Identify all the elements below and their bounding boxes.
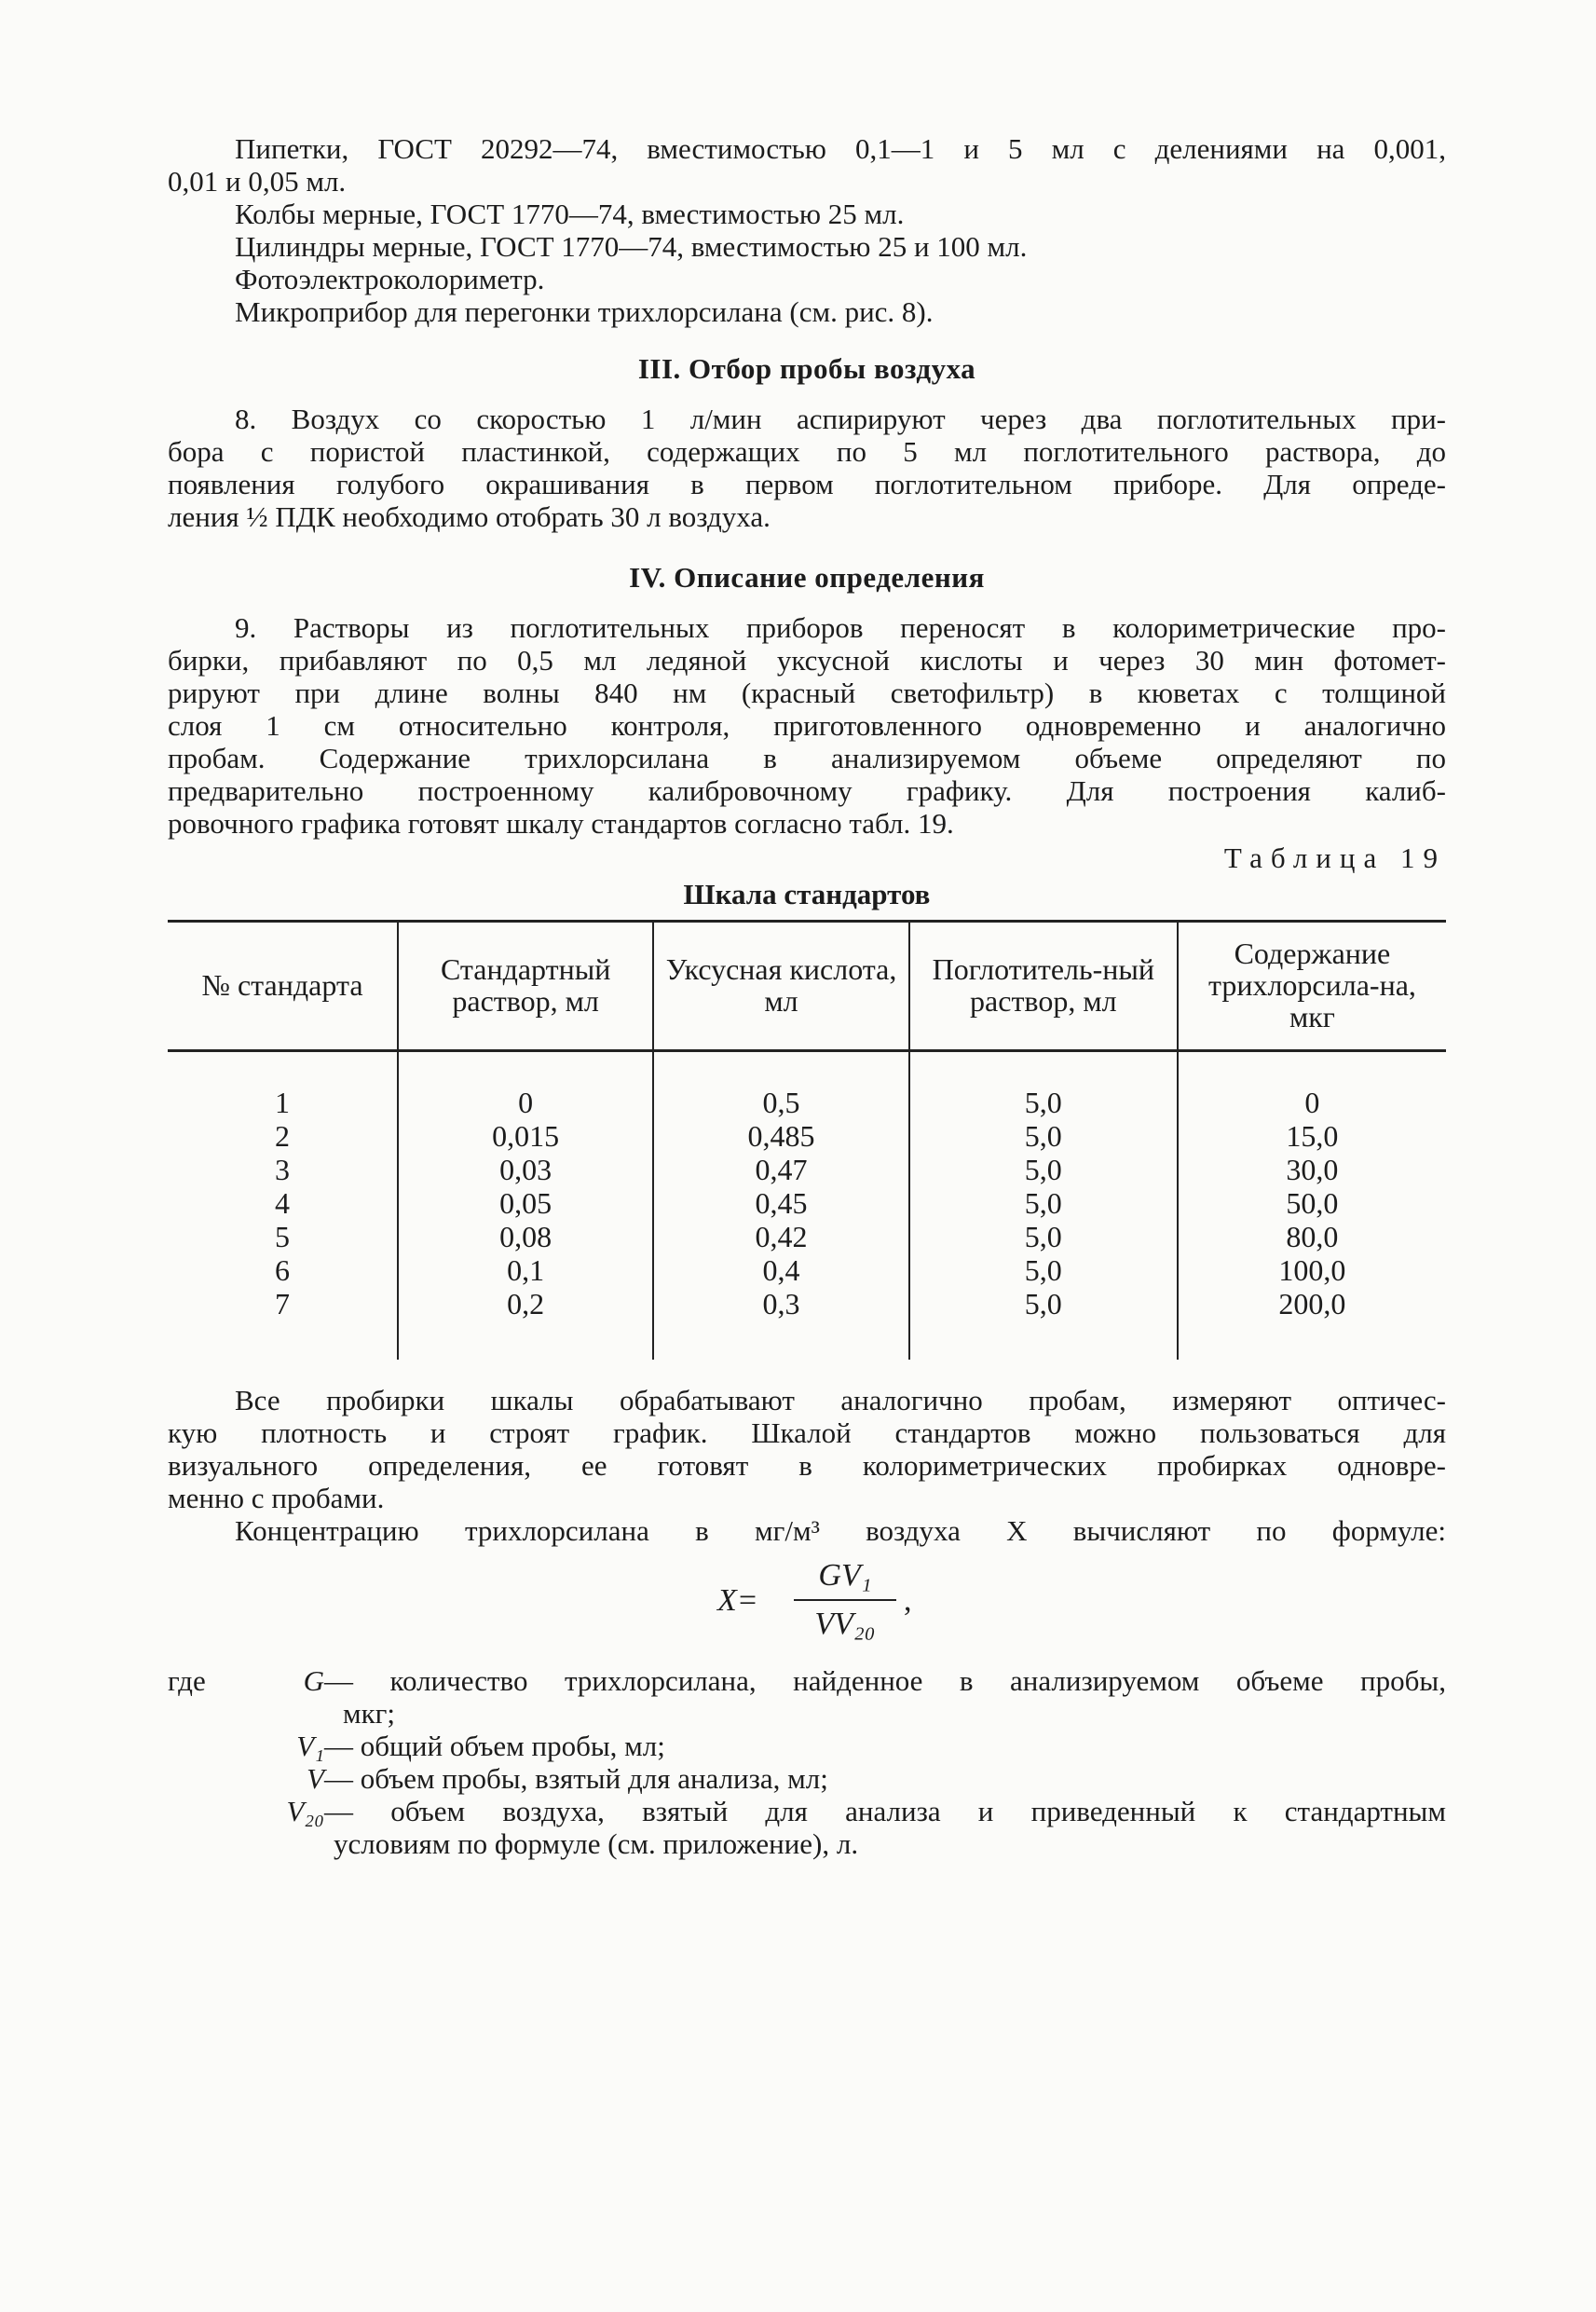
table-row <box>168 1220 1446 1253</box>
table-cell: 0,1 <box>398 1253 653 1287</box>
table-cell: 0 <box>398 1051 653 1120</box>
equipment-item: Микроприбор для перегонки трихлорсилана (см. рис. 8). <box>235 295 934 328</box>
definition-text: — общий объем пробы, мл; <box>324 1730 665 1762</box>
table-row <box>168 1287 1446 1360</box>
table-cell: 15,0 <box>1178 1119 1446 1153</box>
table-cell: 0,015 <box>398 1119 653 1153</box>
table-cell: 80,0 <box>1178 1220 1446 1253</box>
paragraph-line: кую плотность и строят график. Шкалой стандартов можно пользоваться для <box>168 1416 1446 1449</box>
definition-text: — количество трихлорсилана, найденное в анализируемом объеме пробы, <box>324 1664 1446 1697</box>
table-cell: 200,0 <box>1178 1287 1446 1360</box>
paragraph-procedure <box>168 611 1446 840</box>
table-cell: 5,0 <box>909 1051 1178 1120</box>
table-cell: 0,45 <box>653 1186 908 1220</box>
table-cell: 0 <box>1178 1051 1446 1120</box>
table-cell: 5,0 <box>909 1253 1178 1287</box>
table-cell: 0,4 <box>653 1253 908 1287</box>
definition-item <box>168 1827 1446 1860</box>
paragraph-after-table <box>168 1384 1446 1514</box>
table-cell: 0,08 <box>398 1220 653 1253</box>
definitions-list <box>168 1664 1446 1860</box>
table-cell: 0,2 <box>398 1287 653 1360</box>
paragraph-line: менно с пробами. <box>168 1482 385 1514</box>
table-cell: 5,0 <box>909 1220 1178 1253</box>
formula-comma: , <box>904 1583 912 1618</box>
definition-text: — объем воздуха, взятый для анализа и приведенный к стандартным <box>324 1795 1446 1827</box>
paragraph-line: рируют при длине волны 840 нм (красный светофильтр) в кюветах с толщиной <box>168 677 1446 709</box>
definition-item <box>168 1664 1446 1697</box>
paragraph-line: 9. Растворы из поглотительных приборов переносят в колориметрические про- <box>235 611 1446 644</box>
definition-symbol: V₁ <box>296 1730 324 1762</box>
section-heading-procedure: IV. Описание определения <box>629 561 985 594</box>
table-cell: 30,0 <box>1178 1153 1446 1186</box>
equipment-item: Пипетки, ГОСТ 20292—74, вместимостью 0,1—1 и 5 мл с делениями на 0,001, <box>235 132 1446 165</box>
definition-text: — объем пробы, взятый для анализа, мл; <box>324 1762 828 1795</box>
definition-item <box>168 1730 1446 1762</box>
paragraph-line: слоя 1 см относительно контроля, приготовленного одновременно и аналогично <box>168 709 1446 742</box>
table-cell: 0,47 <box>653 1153 908 1186</box>
table-cell: 5,0 <box>909 1287 1178 1360</box>
paragraph-sampling <box>168 403 1446 533</box>
table-cell: 5,0 <box>909 1153 1178 1186</box>
table-cell: 100,0 <box>1178 1253 1446 1287</box>
equipment-list <box>168 132 1446 328</box>
table-header-cell: Поглотитель-ный раствор, мл <box>909 922 1178 1051</box>
table-cell: 3 <box>274 1153 290 1186</box>
paragraph-line: Все пробирки шкалы обрабатывают аналогично пробам, измеряют оптичес- <box>235 1384 1446 1416</box>
definition-item <box>168 1762 1446 1795</box>
definition-symbol: V₂₀ <box>286 1795 324 1827</box>
definition-item <box>168 1697 1446 1730</box>
formula-numerator: GV₁ <box>818 1558 872 1593</box>
table-cell: 0,05 <box>398 1186 653 1220</box>
table-cell: 50,0 <box>1178 1186 1446 1220</box>
table-cell: 5,0 <box>909 1119 1178 1153</box>
definition-symbol: V <box>307 1762 324 1795</box>
table-cell: 2 <box>274 1119 290 1153</box>
definition-symbol: G <box>303 1664 324 1697</box>
paragraph-line: пробам. Содержание трихлорсилана в анализируемом объеме определяют по <box>168 742 1446 774</box>
table-cell: 5,0 <box>909 1186 1178 1220</box>
equipment-item: Цилиндры мерные, ГОСТ 1770—74, вместимостью 25 и 100 мл. <box>235 230 1028 263</box>
section-heading-sampling: III. Отбор пробы воздуха <box>637 352 976 385</box>
paragraph-line: 8. Воздух со скоростью 1 л/мин аспирируют через два поглотительных при- <box>235 403 1446 435</box>
table-row <box>168 1186 1446 1220</box>
table-row <box>168 1051 1446 1120</box>
formula-denominator: VV₂₀ <box>814 1607 876 1641</box>
equipment-item: 0,01 и 0,05 мл. <box>168 165 347 198</box>
paragraph-line: ления ½ ПДК необходимо отобрать 30 л воздуха. <box>168 500 771 533</box>
table-cell: 0,03 <box>398 1153 653 1186</box>
table-cell: 1 <box>274 1086 290 1119</box>
table-title: Шкала стандартов <box>683 878 931 910</box>
formula-fraction <box>794 1556 896 1644</box>
document-page <box>168 132 1446 1860</box>
paragraph-line: предварительно построенному калибровочному графику. Для построения калиб- <box>168 774 1446 807</box>
definition-text: условиям по формуле (см. приложение), л. <box>334 1827 859 1860</box>
definition-item <box>168 1795 1446 1827</box>
table-cell: 0,485 <box>653 1119 908 1153</box>
table-header-cell: Стандартный раствор, мл <box>398 922 653 1051</box>
paragraph-line: бора с пористой пластинкой, содержащих по 5 мл поглотительного раствора, до <box>168 435 1446 468</box>
table-caption: Таблица 19 <box>1223 841 1446 874</box>
definitions-where: где <box>168 1664 206 1697</box>
table-cell: 6 <box>274 1253 290 1287</box>
standards-table <box>168 920 1446 1360</box>
formula-intro: Концентрацию трихлорсилана в мг/м³ воздуха X вычисляют по формуле: <box>235 1514 1446 1547</box>
table-row <box>168 1119 1446 1153</box>
table-cell: 0,3 <box>653 1287 908 1360</box>
table-row <box>168 1153 1446 1186</box>
table-cell: 5 <box>274 1220 290 1253</box>
paragraph-line: появления голубого окрашивания в первом поглотительном приборе. Для опреде- <box>168 468 1446 500</box>
equipment-item: Фотоэлектроколориметр. <box>235 263 545 295</box>
table-cell: 0,42 <box>653 1220 908 1253</box>
paragraph-line: бирки, прибавляют по 0,5 мл ледяной уксусной кислоты и через 30 мин фотомет- <box>168 644 1446 677</box>
paragraph-line: ровочного графика готовят шкалу стандартов согласно табл. 19. <box>168 807 954 840</box>
table-cell: 0,5 <box>653 1051 908 1120</box>
formula-lhs: X= <box>717 1583 758 1618</box>
table-header-cell: Содержание трихлорсила-на, мкг <box>1178 922 1446 1051</box>
table-header-cell: Уксусная кислота, мл <box>653 922 908 1051</box>
table-cell: 7 <box>274 1287 290 1320</box>
paragraph-line: визуального определения, ее готовят в колориметрических пробирках одновре- <box>168 1449 1446 1482</box>
concentration-formula <box>168 1556 1446 1659</box>
table-row <box>168 1253 1446 1287</box>
table-cell: 4 <box>274 1186 290 1220</box>
fraction-bar <box>794 1599 896 1601</box>
equipment-item: Колбы мерные, ГОСТ 1770—74, вместимостью 25 мл. <box>235 198 905 230</box>
table-header-row <box>168 922 1446 1051</box>
definition-text: мкг; <box>343 1697 396 1730</box>
table-header-cell: № стандарта <box>168 922 398 1051</box>
